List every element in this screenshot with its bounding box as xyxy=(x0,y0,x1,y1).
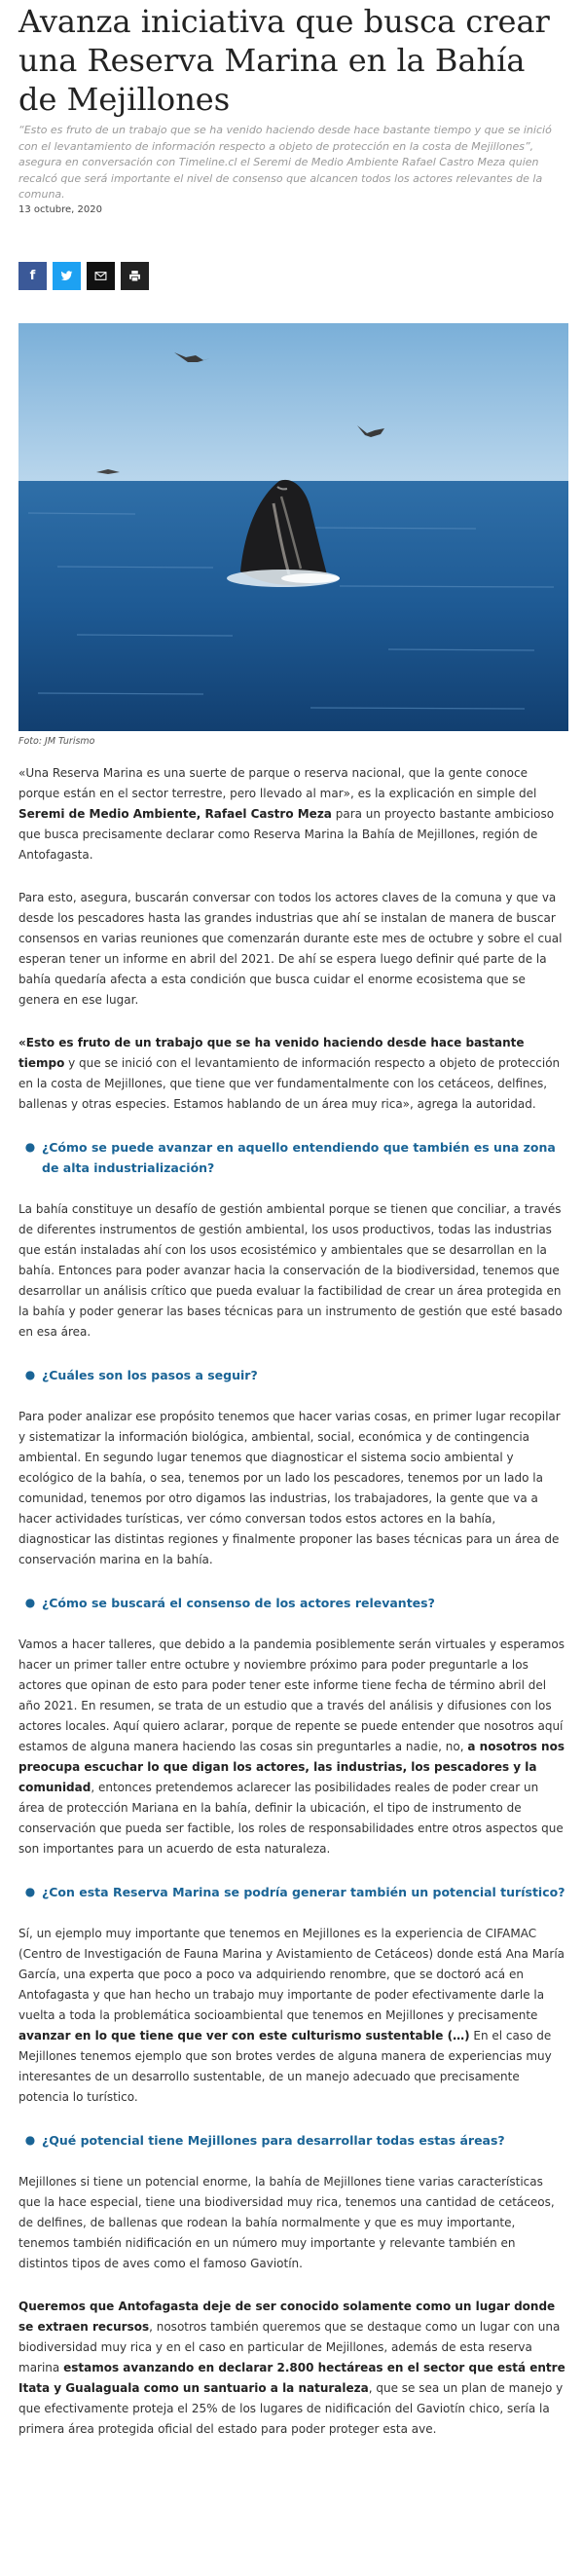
bold-text: a nosotros nos preocupa escuchar lo que digan los actores, las industrias, los pescadores y la comunidad xyxy=(18,1740,565,1794)
envelope-icon xyxy=(94,270,107,282)
body-paragraph xyxy=(18,1033,566,1115)
bold-text: avanzar en lo que tiene que ver con este culturismo sustentable (…) xyxy=(18,2029,470,2042)
email-share-button[interactable] xyxy=(87,262,115,290)
body-paragraph xyxy=(18,2297,566,2440)
hero-photo-whale xyxy=(18,323,568,731)
text-span: Vamos a hacer talleres, que debido a la pandemia posiblemente serán virtuales y esperamos hacer un primer taller entre octubre y noviembre próximo para poder preguntarle a los actores que opinan de esto para poder tener este informe tiene fecha de término abril del año 2021. En resumen, se trata de un estudio que a través del análisis y difusiones con los actores locales. Aquí quiero aclarar, porque de repente se puede entender que nosotros aquí estamos de alguna manera haciendo las cosas sin preguntarles a nadie, no, xyxy=(18,1638,565,1753)
print-button[interactable] xyxy=(121,262,149,290)
bold-text: «Esto es fruto de un trabajo que se ha venido haciendo desde hace bastante tiempo xyxy=(18,1036,525,1070)
article-date: 13 octubre, 2020 xyxy=(18,204,102,215)
bold-text: Seremi de Medio Ambiente, Rafael Castro Meza xyxy=(18,807,332,821)
interview-question xyxy=(18,1593,566,1613)
share-bar xyxy=(18,262,149,290)
body-paragraph: Para poder analizar ese propósito tenemos que hacer varias cosas, en primer lugar recopilar y sistematizar la información biológica, ambiental, social, económica y de contingencia ambiental. En segundo lugar tenemos que diagnosticar el sistema socio ambiental y ecológico de la bahía, o sea, tenemos por un lado los pescadores, tenemos por un lado la comunidad, tenemos por otro digamos las industrias, los trabajadores, la gente que va a hacer actividades turísticas, ver cómo conversan todos estos actores en la bahía, diagnosticar las distintas regiones y finalmente proponer las bases técnicas para un área de conservación marina en la bahía. xyxy=(18,1410,561,1566)
interview-question xyxy=(18,1137,566,1178)
text-span: , entonces pretendemos aclarecer las posibilidades reales de poder crear un área de protección Mariana en la bahía, definir la ubicación, el tipo de instrumento de conservación que pueda ser factible, los roles de responsabilidades entre otros aspectos que son importantes para un acuerdo de esta naturaleza. xyxy=(18,1781,564,1856)
article-lead: “Esto es fruto de un trabajo que se ha venido haciendo desde hace bastante tiempo y que se inició con el levantamiento de información respecto a objeto de protección en la costa de Mejillones”, asegura en conversación con Timeline.cl el Seremi de Medio Ambiente Rafael Castro Meza quien recalcó que será importante el nivel de consenso que alcancen todos los actores relevantes de la comuna. xyxy=(18,124,552,201)
text-span: , nosotros también queremos que se destaque como un lugar con una biodiversidad muy rica y en el caso en particular de Mejillones, además de esta reserva marina xyxy=(18,2320,561,2374)
body-paragraph xyxy=(18,1924,566,2108)
text-span: , que se sea un plan de manejo y que efectivamente proteja el 25% de los lugares de nidificación del Gaviotín chico, sería la primera área protegida oficial del estado para poder proteger esta ave. xyxy=(18,2381,564,2436)
question-text: ¿Qué potencial tiene Mejillones para desarrollar todas estas áreas? xyxy=(42,2133,505,2148)
question-text: ¿Con esta Reserva Marina se podría generar también un potencial turístico? xyxy=(42,1885,565,1899)
bold-text: estamos avanzando en declarar 2.800 hectáreas en el sector que está entre Itata y Gualaguala como un santuario a la naturaleza xyxy=(18,2361,565,2395)
printer-icon xyxy=(128,270,141,282)
article-body xyxy=(18,763,566,2462)
body-paragraph: Mejillones si tiene un potencial enorme, la bahía de Mejillones tiene varias características que la hace especial, tiene una biodiversidad muy rica, tenemos una cantidad de cetáceos, de delfines, de ballenas que rodean la bahía normalmente y que es muy importante, tenemos también nidificación en un número muy importante y relevante también en distintos tipos de aves como el famoso Gaviotín. xyxy=(18,2175,555,2270)
text-span: Sí, un ejemplo muy importante que tenemos en Mejillones es la experiencia de CIFAMAC (Centro de Investigación de Fauna Marina y Avistamiento de Cetáceos) donde está Ana María García, una experta que poco a poco va adquiriendo renombre, que se doctoró acá en Antofagasta y que han hecho un trabajo muy importante de poder efectivamente darle la vuelta a toda la problemática socioambiental que tenemos en Mejillones y precisamente xyxy=(18,1927,565,2022)
text-span: y que se inició con el levantamiento de información respecto a objeto de protección en la costa de Mejillones, que tiene que ver fundamentalmente con los cetáceos, delfines, ballenas y otras especies. Estamos hablando de un área muy rica», agrega la autoridad. xyxy=(18,1056,561,1111)
text-span: «Una Reserva Marina es una suerte de parque o reserva nacional, que la gente conoce porque están en el sector terrestre, pero llevado al mar», es la explicación en simple del xyxy=(18,766,537,800)
question-text: ¿Cómo se buscará el consenso de los actores relevantes? xyxy=(42,1596,435,1610)
bullet-icon: ● xyxy=(24,2133,36,2147)
facebook-icon: f xyxy=(29,269,36,283)
bullet-icon: ● xyxy=(24,1368,36,1381)
question-text: ¿Cómo se puede avanzar en aquello entendiendo que también es una zona de alta industrialización? xyxy=(42,1140,556,1175)
text-span: En el caso de Mejillones tenemos ejemplo que son brotes verdes de alguna manera de experiencias muy interesantes de un desarrollo sustentable, de un manejo adecuado que precisamente potencia lo turístico. xyxy=(18,2029,552,2104)
body-paragraph: La bahía constituye un desafío de gestión ambiental porque se tienen que conciliar, a través de diferentes instrumentos de gestión ambiental, los usos productivos, todas las industrias que están instaladas ahí con los usos ecosistémico y ambientales que se desarrollan en la bahía. Entonces para poder avanzar hacia la conservación de la biodiversidad, tenemos que desarrollar un análisis crítico que pueda evaluar la factibilidad de crear un área protegida en la bahía y poder generar las bases técnicas para un instrumento de gestión que esté basado en esa área. xyxy=(18,1202,563,1339)
interview-question xyxy=(18,1882,566,1902)
bold-text: Queremos que Antofagasta deje de ser conocido solamente como un lugar donde se extraen recursos xyxy=(18,2300,556,2334)
facebook-share-button[interactable] xyxy=(18,262,47,290)
twitter-share-button[interactable] xyxy=(53,262,81,290)
body-paragraph xyxy=(18,1635,566,1859)
photo-caption: Foto: JM Turismo xyxy=(18,736,95,747)
bullet-icon: ● xyxy=(24,1885,36,1898)
body-paragraph xyxy=(18,763,566,865)
question-text: ¿Cuáles son los pasos a seguir? xyxy=(42,1368,258,1382)
body-paragraph: Para esto, asegura, buscarán conversar con todos los actores claves de la comuna y que va desde los pescadores hasta las grandes industrias que ahí se instalan de manera de buscar consensos en varias reuniones que comenzarán durante este mes de octubre y sobre el cual esperan tener un informe en abril del 2021. De ahí se espera luego definir qué parte de la bahía quedaría afecta a esta condición que busca cuidar el enorme ecosistema que se genera en ese lugar. xyxy=(18,891,563,1007)
interview-question xyxy=(18,2130,566,2151)
interview-question xyxy=(18,1365,566,1385)
article-title: Avanza iniciativa que busca crear una Reserva Marina en la Bahía de Mejillones xyxy=(18,3,550,118)
bullet-icon: ● xyxy=(24,1140,36,1154)
twitter-icon xyxy=(60,270,73,282)
text-span: para un proyecto bastante ambicioso que busca precisamente declarar como Reserva Marina la Bahía de Mejillones, región de Antofagasta. xyxy=(18,807,555,862)
bullet-icon: ● xyxy=(24,1596,36,1609)
